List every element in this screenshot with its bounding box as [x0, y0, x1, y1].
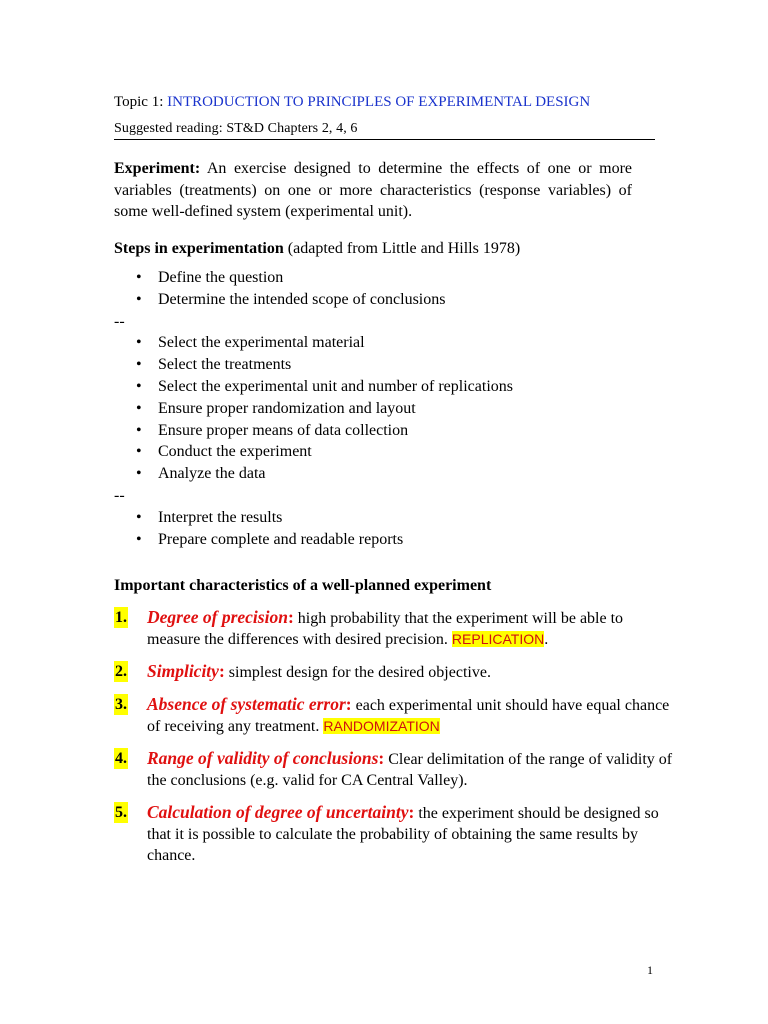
list-item — [114, 354, 674, 376]
bullet-icon: • — [136, 421, 142, 439]
item-term: Range of validity of conclusions — [147, 748, 379, 768]
item-term: Simplicity — [147, 661, 219, 681]
bullet-icon: • — [136, 269, 142, 286]
item-text: simplest design for the desired objective. — [224, 664, 491, 681]
item-number: 5. — [115, 804, 127, 821]
steps-heading — [114, 240, 520, 258]
bullet-icon: • — [136, 399, 142, 417]
topic-heading — [114, 94, 590, 111]
list-item — [114, 332, 674, 354]
item-colon: : — [287, 607, 294, 627]
bullet-icon: • — [136, 334, 142, 352]
bullet-icon: • — [136, 377, 142, 395]
step-label: Conduct the experiment — [158, 443, 312, 461]
item-highlight: RANDOMIZATION — [323, 718, 440, 734]
step-label: Determine the intended scope of conclusions — [158, 290, 446, 308]
step-label: Select the experimental material — [158, 334, 365, 352]
step-label: Ensure proper randomization and layout — [158, 399, 416, 417]
characteristic-item — [114, 661, 674, 683]
step-label: Define the question — [158, 269, 284, 286]
steps-heading-rest: (adapted from Little and Hills 1978) — [283, 240, 521, 257]
bullet-icon: • — [136, 443, 142, 461]
item-text: the experiment should be designed so that it is possible to calculate the probability of obtaining the same results by chance. — [147, 805, 659, 864]
list-item — [114, 441, 674, 463]
bullet-icon: • — [136, 465, 142, 483]
item-text: high probability that the experiment will be able to measure the differences with desired precision. — [147, 610, 624, 648]
item-term: Calculation of degree of uncertainty — [147, 802, 409, 822]
item-colon: : — [378, 748, 385, 768]
item-colon: : — [218, 661, 225, 681]
bullet-icon: • — [136, 356, 142, 374]
step-label: Select the treatments — [158, 356, 292, 374]
steps-heading-bold: Steps in experimentation — [114, 240, 284, 257]
definition-text: An exercise designed to determine the effects of one or more variables (treatments) on one or more characteristics (response variables) of some well-defined system (experimental unit). — [114, 160, 632, 220]
characteristics-list — [114, 607, 674, 877]
characteristic-item — [114, 748, 674, 791]
step-label: Select the experimental unit and number of replications — [158, 377, 513, 395]
list-item — [114, 420, 674, 442]
step-label: Ensure proper means of data collection — [158, 421, 409, 439]
item-number: 4. — [115, 750, 127, 767]
item-number: 2. — [115, 663, 127, 680]
characteristic-item — [114, 802, 674, 866]
step-label: Interpret the results — [158, 508, 283, 526]
bullet-icon: • — [136, 290, 142, 308]
item-highlight: REPLICATION — [451, 631, 545, 647]
definition-term: Experiment: — [114, 160, 201, 177]
page-number: 1 — [647, 963, 653, 977]
list-item — [114, 507, 674, 529]
step-separator: -- — [114, 486, 125, 504]
list-item — [114, 463, 674, 485]
item-text: each experimental unit should have equal chance of receiving any treatment. — [147, 697, 670, 735]
item-text: Clear delimitation of the range of validity of the conclusions (e.g. valid for CA Central Valley). — [147, 751, 673, 789]
steps-list — [114, 267, 674, 550]
characteristic-item — [114, 607, 674, 650]
list-item — [114, 398, 674, 420]
step-separator: -- — [114, 312, 125, 330]
characteristic-item — [114, 694, 674, 737]
characteristics-heading: Important characteristics of a well-planned experiment — [114, 577, 492, 594]
list-item — [114, 289, 674, 311]
list-item — [114, 529, 674, 551]
header-divider — [114, 139, 655, 140]
step-label: Prepare complete and readable reports — [158, 530, 404, 548]
item-tail: . — [544, 631, 549, 648]
topic-label: Topic 1: — [114, 94, 164, 110]
item-number: 3. — [115, 696, 127, 713]
item-number: 1. — [115, 609, 127, 626]
list-item — [114, 267, 674, 289]
item-term: Absence of systematic error — [147, 694, 346, 714]
step-label: Analyze the data — [158, 465, 266, 483]
item-term: Degree of precision — [147, 607, 288, 627]
experiment-definition — [114, 158, 632, 223]
suggested-reading: Suggested reading: ST&D Chapters 2, 4, 6 — [114, 121, 358, 136]
topic-title: INTRODUCTION TO PRINCIPLES OF EXPERIMENTAL DESIGN — [167, 94, 591, 110]
list-item — [114, 376, 674, 398]
bullet-icon: • — [136, 508, 142, 526]
item-colon: : — [408, 802, 415, 822]
item-colon: : — [345, 694, 352, 714]
bullet-icon: • — [136, 530, 142, 548]
